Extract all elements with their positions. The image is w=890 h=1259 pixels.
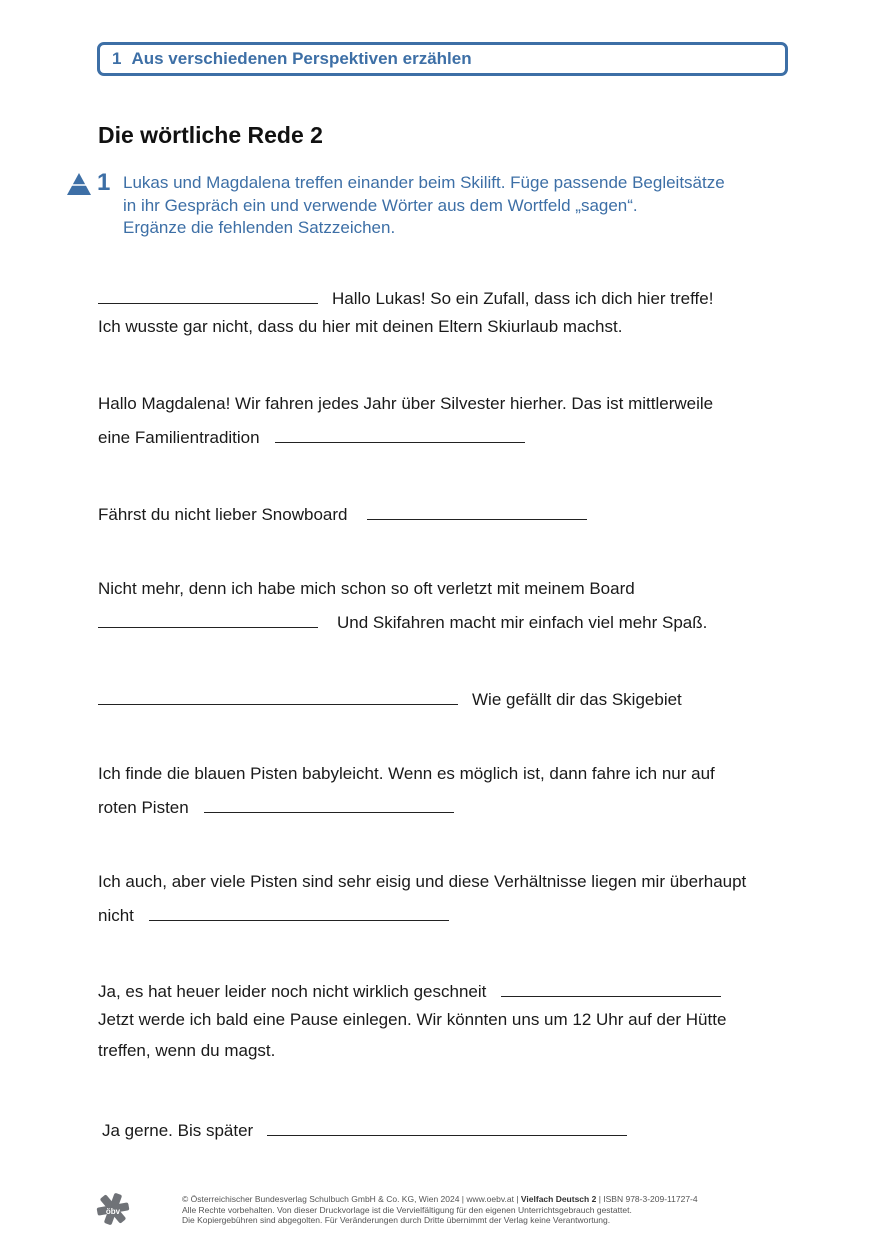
dialogue-line	[98, 425, 525, 448]
logo-text: öbv	[105, 1207, 121, 1216]
dialogue-line	[98, 1010, 726, 1030]
answer-blank[interactable]	[98, 286, 318, 304]
page-title: Die wörtliche Rede 2	[98, 122, 323, 148]
dialogue-line	[98, 394, 713, 414]
dialogue-line	[98, 687, 682, 710]
dialogue-text: eine Familientradition	[98, 428, 260, 447]
footer-line: Die Kopiergebühren sind abgegolten. Für Veränderungen durch Dritte übernimmt der Verlag keine Verantwortung.	[182, 1215, 611, 1225]
answer-blank[interactable]	[501, 979, 721, 997]
book-title: Vielfach Deutsch 2	[520, 1194, 597, 1204]
dialogue-text: Ja gerne. Bis später	[102, 1121, 254, 1140]
dialogue-text: Wie gefällt dir das Skigebiet	[472, 690, 682, 709]
dialogue-line	[98, 610, 707, 633]
dialogue-line	[98, 795, 454, 818]
dialogue-text: Hallo Lukas! So ein Zufall, dass ich dich hier treffe!	[332, 289, 714, 308]
answer-blank[interactable]	[204, 795, 454, 813]
task-text	[123, 172, 783, 240]
chapter-number: 1	[112, 49, 122, 68]
dialogue-text: Ja, es hat heuer leider noch nicht wirklich geschneit	[98, 982, 487, 1001]
dialogue-line	[98, 979, 721, 1002]
dialogue-text: treffen, wenn du magst.	[98, 1041, 276, 1060]
dialogue-text: nicht	[98, 906, 134, 925]
answer-blank[interactable]	[149, 903, 449, 921]
task-number: 1	[97, 169, 111, 196]
dialogue-text: Fährst du nicht lieber Snowboard	[98, 505, 348, 524]
dialogue-line	[98, 1041, 275, 1061]
task-line: Ergänze die fehlenden Satzzeichen.	[123, 218, 396, 237]
task-line: Lukas und Magdalena treffen einander beim Skilift. Füge passende Begleitsätze	[123, 173, 725, 192]
footer-line: © Österreichischer Bundesverlag Schulbuch GmbH & Co. KG, Wien 2024 | www.oebv.at | Vielfach Deutsch 2 | ISBN 978-3-209-11727-4	[182, 1194, 698, 1204]
dialogue-line	[98, 903, 449, 926]
dialogue-text: Hallo Magdalena! Wir fahren jedes Jahr über Silvester hierher. Das ist mittlerweile	[98, 394, 714, 413]
dialogue-text: Jetzt werde ich bald eine Pause einlegen. Wir könnten uns um 12 Uhr auf der Hütte	[98, 1010, 727, 1029]
answer-blank[interactable]	[267, 1118, 627, 1136]
answer-blank[interactable]	[367, 502, 587, 520]
dialogue-line	[98, 502, 587, 525]
dialogue-line	[98, 872, 746, 892]
dialogue-text: roten Pisten	[98, 798, 189, 817]
dialogue-line	[102, 1118, 627, 1141]
dialogue-line	[98, 764, 715, 784]
dialogue-text: Ich auch, aber viele Pisten sind sehr eisig und diese Verhältnisse liegen mir überhaupt	[98, 872, 747, 891]
copyright-notice	[182, 1194, 698, 1226]
dialogue-text: Und Skifahren macht mir einfach viel mehr Spaß.	[337, 613, 708, 632]
dialogue-text: Nicht mehr, denn ich habe mich schon so oft verletzt mit meinem Board	[98, 579, 635, 598]
task-line: in ihr Gespräch ein und verwende Wörter aus dem Wortfeld „sagen“.	[123, 195, 638, 215]
answer-blank[interactable]	[275, 425, 525, 443]
dialogue-text: Ich finde die blauen Pisten babyleicht. Wenn es möglich ist, dann fahre ich nur auf	[98, 764, 715, 783]
footer-line: Alle Rechte vorbehalten. Von dieser Druckvorlage ist die Vervielfältigung für den eigenen Unterrichtsgebrauch gestattet.	[182, 1204, 632, 1215]
dialogue-text: Ich wusste gar nicht, dass du hier mit deinen Eltern Skiurlaub machst.	[98, 317, 623, 336]
dialogue-line	[98, 579, 635, 599]
chapter-header	[97, 42, 788, 76]
triangle-level-icon	[66, 172, 92, 196]
chapter-title: Aus verschiedenen Perspektiven erzählen	[131, 49, 472, 68]
dialogue-line	[98, 286, 713, 309]
dialogue-line	[98, 317, 622, 337]
answer-blank[interactable]	[98, 687, 458, 705]
oebv-logo-icon	[96, 1192, 130, 1226]
answer-blank[interactable]	[98, 610, 318, 628]
